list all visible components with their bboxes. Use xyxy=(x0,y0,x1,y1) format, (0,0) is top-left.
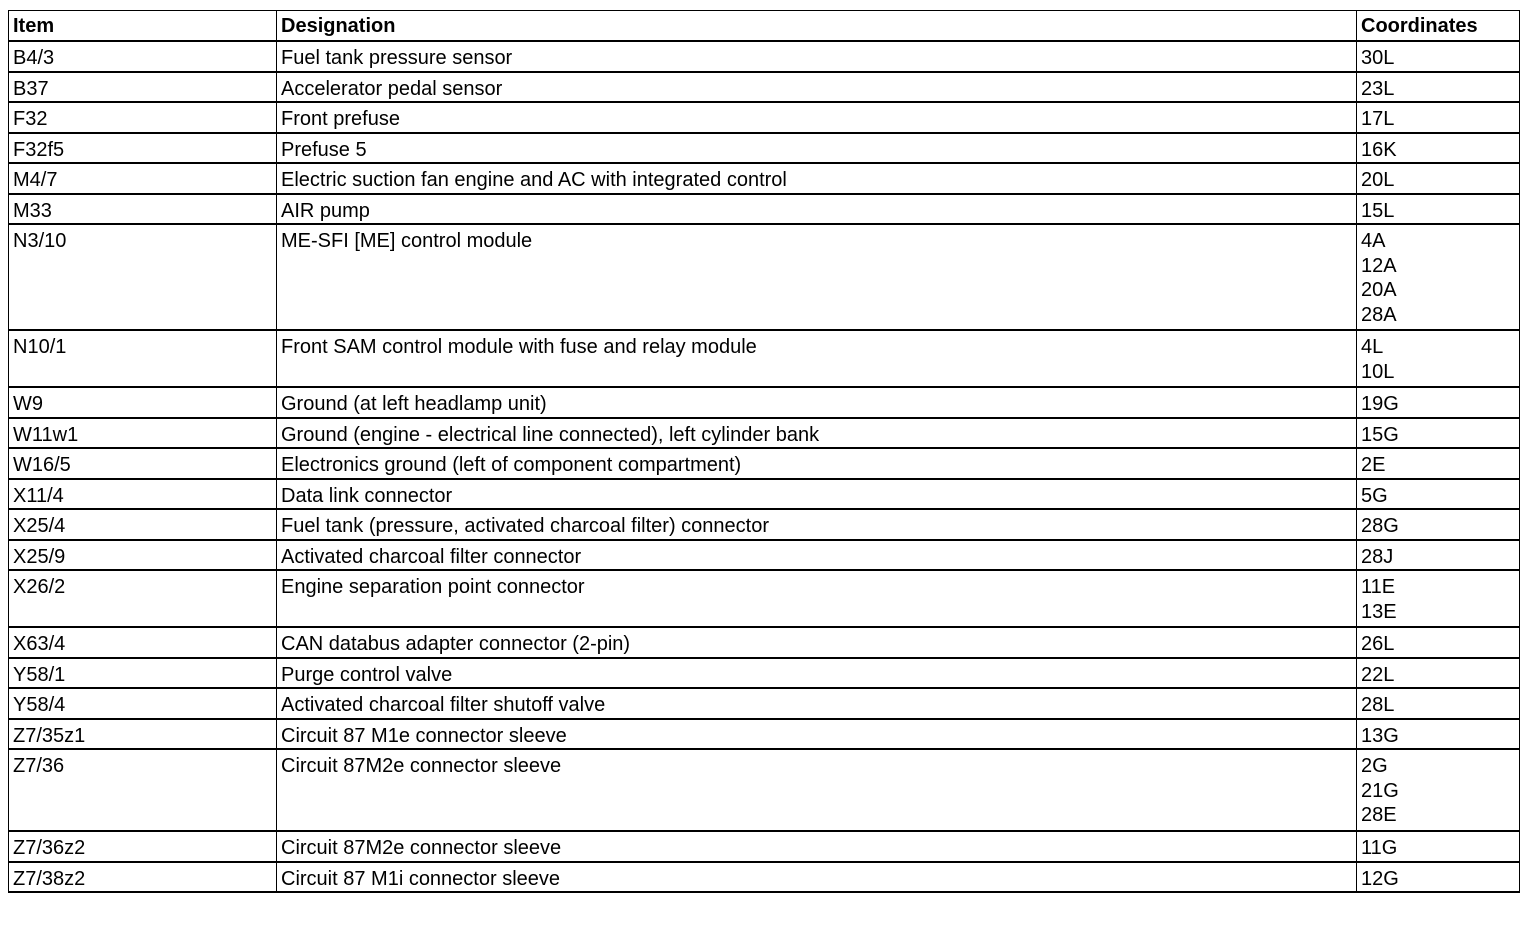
table-row xyxy=(9,448,1520,479)
cell-designation: Data link connector xyxy=(277,479,1357,510)
cell-designation: Electronics ground (left of component compartment) xyxy=(277,448,1357,479)
coordinate-value: 5G xyxy=(1361,484,1388,507)
table-header xyxy=(9,11,1520,42)
table-row xyxy=(9,102,1520,133)
cell-item: Y58/1 xyxy=(9,658,277,689)
cell-designation: CAN databus adapter connector (2-pin) xyxy=(277,627,1357,658)
cell-item: N10/1 xyxy=(9,330,277,387)
table-row xyxy=(9,41,1520,72)
cell-designation: Prefuse 5 xyxy=(277,133,1357,164)
cell-designation: ME-SFI [ME] control module xyxy=(277,224,1357,330)
coordinate-value: 2G xyxy=(1361,755,1388,777)
cell-designation: Front SAM control module with fuse and relay module xyxy=(277,330,1357,387)
cell-item: X25/9 xyxy=(9,540,277,571)
table-row xyxy=(9,749,1520,831)
table-row xyxy=(9,862,1520,893)
cell-item: F32f5 xyxy=(9,133,277,164)
coordinate-value: 30L xyxy=(1361,47,1395,69)
table-row xyxy=(9,330,1520,387)
cell-item: M4/7 xyxy=(9,163,277,194)
cell-designation: Fuel tank pressure sensor xyxy=(277,41,1357,72)
coordinate-value: 13G xyxy=(1361,724,1399,747)
cell-item: B4/3 xyxy=(9,41,277,72)
cell-designation: Circuit 87 M1i connector sleeve xyxy=(277,862,1357,893)
coordinate-value: 11E xyxy=(1361,576,1396,598)
table-row xyxy=(9,194,1520,225)
cell-coordinates xyxy=(1357,509,1520,540)
cell-designation: Ground (at left headlamp unit) xyxy=(277,387,1357,418)
cell-coordinates xyxy=(1357,831,1520,862)
cell-item: Z7/38z2 xyxy=(9,862,277,893)
header-item: Item xyxy=(9,11,277,42)
coordinate-value: 15L xyxy=(1361,199,1395,222)
coordinate-value: 15G xyxy=(1361,423,1399,446)
cell-coordinates xyxy=(1357,688,1520,719)
cell-item: X11/4 xyxy=(9,479,277,510)
cell-item: W16/5 xyxy=(9,448,277,479)
cell-item: N3/10 xyxy=(9,224,277,330)
cell-coordinates xyxy=(1357,749,1520,831)
cell-item: F32 xyxy=(9,102,277,133)
table-row xyxy=(9,570,1520,627)
coordinate-value: 4A xyxy=(1361,230,1386,252)
cell-designation: Circuit 87 M1e connector sleeve xyxy=(277,719,1357,750)
cell-item: M33 xyxy=(9,194,277,225)
coordinate-value: 12G xyxy=(1361,867,1399,890)
coordinate-value: 17L xyxy=(1361,108,1395,130)
cell-coordinates xyxy=(1357,479,1520,510)
table-row xyxy=(9,387,1520,418)
cell-designation: Activated charcoal filter shutoff valve xyxy=(277,688,1357,719)
table-row xyxy=(9,509,1520,540)
coordinate-value: 16K xyxy=(1361,138,1397,161)
cell-coordinates xyxy=(1357,330,1520,387)
cell-designation: AIR pump xyxy=(277,194,1357,225)
cell-designation: Electric suction fan engine and AC with integrated control xyxy=(277,163,1357,194)
coordinate-value: 28E xyxy=(1361,804,1397,826)
cell-coordinates xyxy=(1357,387,1520,418)
table-row xyxy=(9,72,1520,103)
cell-item: X26/2 xyxy=(9,570,277,627)
coordinate-value: 13E xyxy=(1361,600,1397,623)
cell-coordinates xyxy=(1357,133,1520,164)
cell-coordinates xyxy=(1357,163,1520,194)
coordinate-value: 28L xyxy=(1361,694,1395,716)
coordinate-value: 2E xyxy=(1361,454,1386,476)
cell-coordinates xyxy=(1357,41,1520,72)
header-row xyxy=(9,11,1520,42)
cell-coordinates xyxy=(1357,862,1520,893)
table-row xyxy=(9,540,1520,571)
cell-designation: Purge control valve xyxy=(277,658,1357,689)
cell-coordinates xyxy=(1357,194,1520,225)
table-row xyxy=(9,224,1520,330)
cell-designation: Front prefuse xyxy=(277,102,1357,133)
coordinate-value: 28A xyxy=(1361,303,1397,326)
coordinate-value: 23L xyxy=(1361,77,1395,100)
coordinate-value: 22L xyxy=(1361,663,1395,686)
cell-item: Z7/36 xyxy=(9,749,277,831)
cell-item: Z7/36z2 xyxy=(9,831,277,862)
cell-item: B37 xyxy=(9,72,277,103)
cell-coordinates xyxy=(1357,102,1520,133)
cell-coordinates xyxy=(1357,570,1520,627)
cell-coordinates xyxy=(1357,719,1520,750)
cell-coordinates xyxy=(1357,540,1520,571)
cell-coordinates xyxy=(1357,448,1520,479)
coordinate-value: 21G xyxy=(1361,779,1399,802)
coordinate-value: 12A xyxy=(1361,254,1397,277)
component-legend-table xyxy=(8,10,1520,893)
cell-designation: Circuit 87M2e connector sleeve xyxy=(277,831,1357,862)
coordinate-value: 28J xyxy=(1361,545,1394,568)
table-body xyxy=(9,41,1520,892)
cell-designation: Fuel tank (pressure, activated charcoal filter) connector xyxy=(277,509,1357,540)
cell-designation: Accelerator pedal sensor xyxy=(277,72,1357,103)
coordinate-value: 20A xyxy=(1361,279,1397,301)
cell-coordinates xyxy=(1357,658,1520,689)
cell-designation: Engine separation point connector xyxy=(277,570,1357,627)
table-row xyxy=(9,658,1520,689)
coordinate-value: 4L xyxy=(1361,336,1384,358)
cell-designation: Activated charcoal filter connector xyxy=(277,540,1357,571)
table-row xyxy=(9,479,1520,510)
table-row xyxy=(9,719,1520,750)
cell-coordinates xyxy=(1357,224,1520,330)
cell-coordinates xyxy=(1357,627,1520,658)
coordinate-value: 28G xyxy=(1361,515,1399,537)
coordinate-value: 20L xyxy=(1361,169,1395,191)
table-row xyxy=(9,688,1520,719)
coordinate-value: 11G xyxy=(1361,837,1398,859)
table-row xyxy=(9,133,1520,164)
cell-designation: Ground (engine - electrical line connected), left cylinder bank xyxy=(277,418,1357,449)
coordinate-value: 10L xyxy=(1361,360,1395,383)
cell-item: X63/4 xyxy=(9,627,277,658)
cell-item: Z7/35z1 xyxy=(9,719,277,750)
cell-item: Y58/4 xyxy=(9,688,277,719)
table-row xyxy=(9,418,1520,449)
table-row xyxy=(9,831,1520,862)
header-designation: Designation xyxy=(277,11,1357,42)
cell-coordinates xyxy=(1357,418,1520,449)
table-row xyxy=(9,627,1520,658)
header-coordinates: Coordinates xyxy=(1357,11,1520,42)
coordinate-value: 19G xyxy=(1361,393,1399,415)
cell-item: W11w1 xyxy=(9,418,277,449)
table-row xyxy=(9,163,1520,194)
coordinate-value: 26L xyxy=(1361,633,1395,655)
cell-coordinates xyxy=(1357,72,1520,103)
cell-item: X25/4 xyxy=(9,509,277,540)
cell-designation: Circuit 87M2e connector sleeve xyxy=(277,749,1357,831)
cell-item: W9 xyxy=(9,387,277,418)
